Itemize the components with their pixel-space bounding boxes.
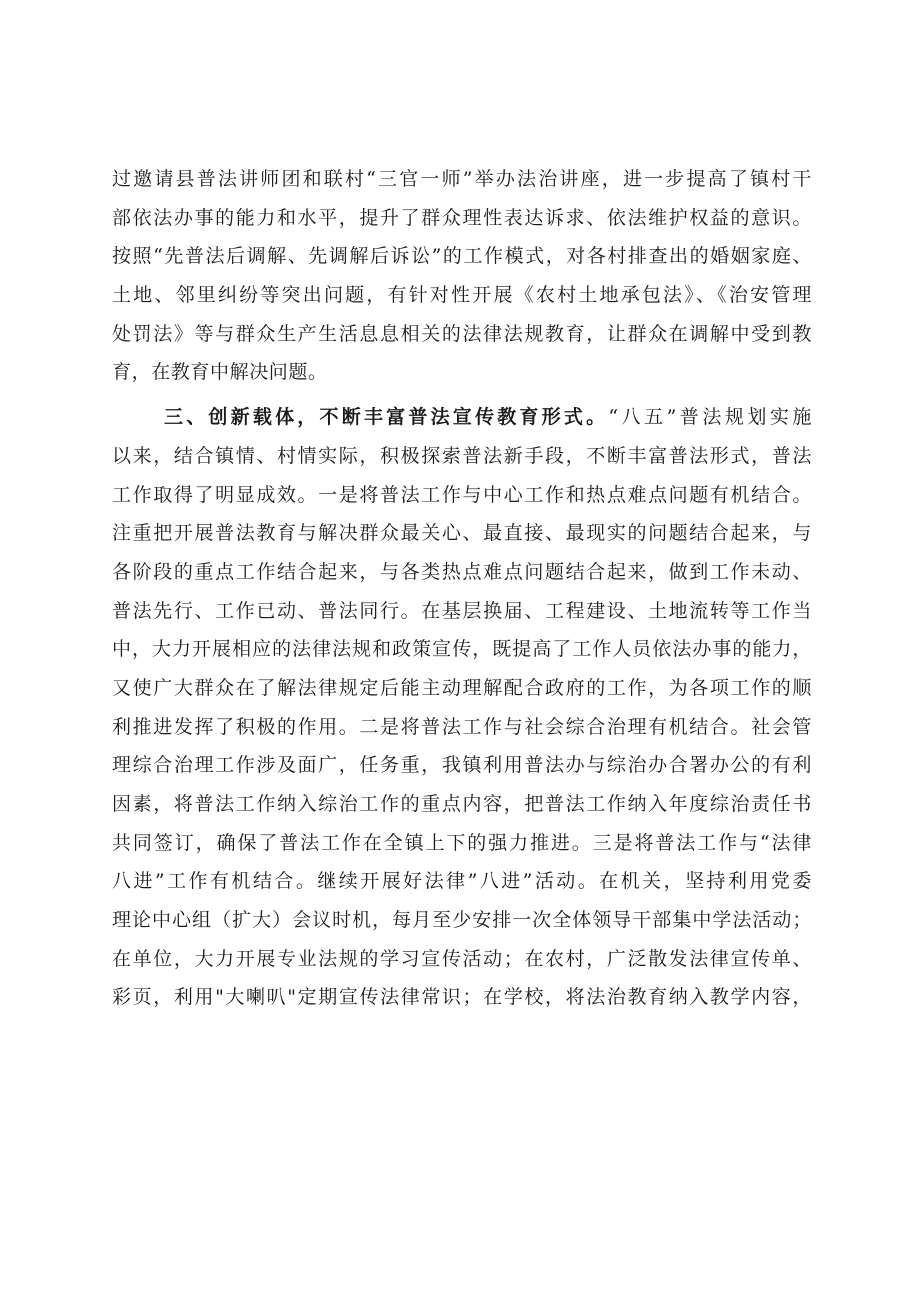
paragraph-2-line: 各阶段的重点工作结合起来，与各类热点难点问题结合起来，做到工作未动、 <box>112 560 812 583</box>
paragraph-2-line: 普法先行、工作已动、普法同行。在基层换届、工程建设、土地流转等工作当 <box>112 599 812 622</box>
section-heading: 三、创新载体，不断丰富普法宣传教育形式。 <box>164 406 609 429</box>
paragraph-2-line: 理论中心组（扩大）会议时机，每月至少安排一次全体领导干部集中学法活动； <box>112 909 812 932</box>
paragraph-2-line: 注重把开展普法教育与解决群众最关心、最直接、最现实的问题结合起来，与 <box>112 522 812 545</box>
paragraph-2-line: 彩页，利用"大喇叭"定期宣传法律常识；在学校，将法治教育纳入教学内容， <box>112 986 812 1009</box>
paragraph-2-line: 在单位，大力开展专业法规的学习宣传活动；在农村，广泛散发法律宣传单、 <box>112 947 812 970</box>
paragraph-1-line: 部依法办事的能力和水平，提升了群众理性表达诉求、依法维护权益的意识。 <box>112 206 812 229</box>
paragraph-2-line: 工作取得了明显成效。一是将普法工作与中心工作和热点难点问题有机结合。 <box>112 483 812 506</box>
paragraph-2-line: 理综合治理工作涉及面广，任务重，我镇利用普法办与综治办合署办公的有利 <box>112 754 812 777</box>
paragraph-2-line: 八进”工作有机结合。继续开展好法律”八进”活动。在机关，坚持利用党委 <box>112 870 812 893</box>
paragraph-2-line: 又使广大群众在了解法律规定后能主动理解配合政府的工作，为各项工作的顺 <box>112 676 812 699</box>
paragraph-2-line: 中，大力开展相应的法律法规和政策宣传，既提高了工作人员依法办事的能力， <box>112 638 812 661</box>
paragraph-2-line: 利推进发挥了积极的作用。二是将普法工作与社会综合治理有机结合。社会管 <box>112 715 812 738</box>
document-body <box>112 160 812 1017</box>
paragraph-1-line: 过邀请县普法讲师团和联村“三官一师”举办法治讲座，进一步提高了镇村干 <box>112 168 812 190</box>
paragraph-2 <box>112 398 812 1017</box>
paragraph-2-line: 因素，将普法工作纳入综治工作的重点内容，把普法工作纳入年度综治责任书 <box>112 793 812 815</box>
paragraph-2-first-line-text: “八五”普法规划实施 <box>608 406 812 429</box>
paragraph-2-line: 共同签订，确保了普法工作在全镇上下的强力推进。三是将普法工作与“法律 <box>112 831 812 854</box>
paragraph-1-line: 处罚法》等与群众生产生活息息相关的法律法规教育，让群众在调解中受到教 <box>112 322 812 345</box>
paragraph-1-line: 按照“先普法后调解、先调解后诉讼”的工作模式，对各村排查出的婚姻家庭、 <box>112 245 812 268</box>
paragraph-2-line: 以来，结合镇情、村情实际，积极探索普法新手段，不断丰富普法形式，普法 <box>112 444 812 467</box>
paragraph-2-first-line <box>112 398 812 437</box>
paragraph-1 <box>112 160 812 392</box>
paragraph-1-line: 育，在教育中解决问题。 <box>112 361 328 384</box>
paragraph-1-line: 土地、邻里纠纷等突出问题，有针对性开展《农村土地承包法》、《治安管理 <box>112 284 812 307</box>
